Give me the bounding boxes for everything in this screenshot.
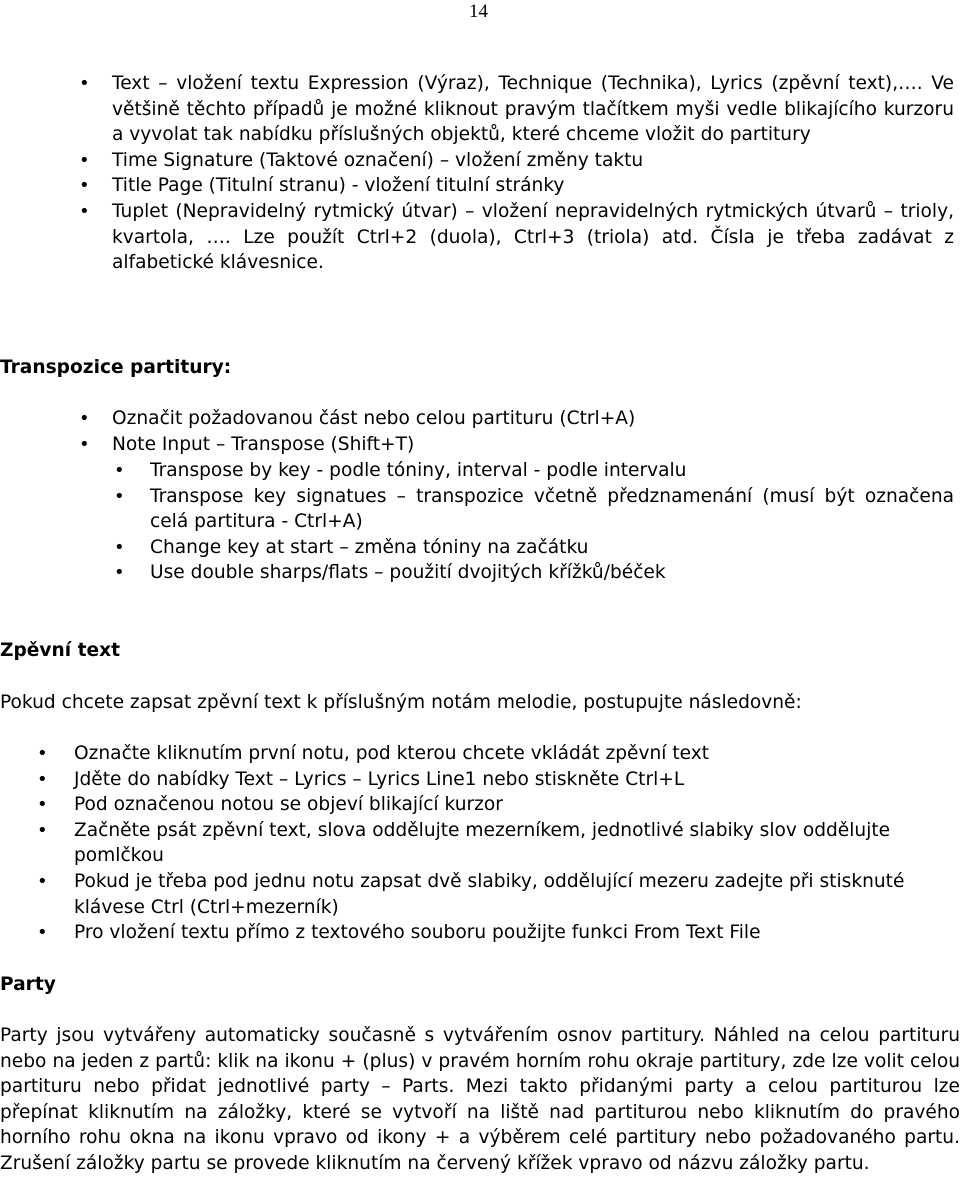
lyrics-intro: Pokud chcete zapsat zpěvní text k příslušným notám melodie, postupujte následovně: bbox=[0, 692, 802, 713]
heading-transpose: Transpozice partitury: bbox=[0, 357, 232, 378]
list-item-two-syllables: • Pokud je třeba pod jednu notu zapsat dvě slabiky, oddělující mezeru zadejte při stisknuté klávese Ctrl (Ctrl+mezerník) bbox=[0, 869, 960, 920]
list-item-cursor-appears: • Pod označenou notou se objeví blikající kurzor bbox=[0, 792, 960, 818]
list-item-tuplet: • Tuplet (Nepravidelný rytmický útvar) – vložení nepravidelných rytmických útvarů – trioly, kvartola, …. Lze použít Ctrl+2 (duola), Ctrl+3 (triola) atd. Čísla je třeba zadávat z alfabetické klávesnice. bbox=[0, 199, 960, 276]
list-item-title-page: • Title Page (Titulní stranu) - vložení titulní stránky bbox=[0, 173, 960, 199]
sublist-item-transpose-key-signatures: • Transpose key signatues – transpozice včetně předznamenání (musí být označena celá partitura - Ctrl+A) bbox=[0, 484, 960, 535]
transpose-sublist bbox=[0, 458, 960, 586]
list-item-text-insert: • Text – vložení textu Expression (Výraz), Technique (Technika), Lyrics (zpěvní text),…. Ve většině těchto případů je možné kliknout pravým tlačítkem myši vedle blikajícího kurzoru a vyvolat tak nabídku příslušných objektů, které chceme vložit do partitury bbox=[0, 71, 960, 148]
heading-parts: Party bbox=[0, 974, 56, 995]
sublist-item-change-key: • Change key at start – změna tóniny na začátku bbox=[0, 535, 960, 561]
list-item-from-text-file: • Pro vložení textu přímo z textového souboru použijte funkci From Text File bbox=[0, 920, 960, 946]
transpose-list bbox=[0, 406, 960, 457]
parts-paragraph: Party jsou vytvářeny automaticky současně s vytvářením osnov partitury. Náhled na celou partituru nebo na jeden z partů: klik na ikonu + (plus) v pravém horním rohu okraje partitury, zde lze volit celou partituru nebo přidat jednotlivé party – Parts. Mezi takto přidanými party a celou partiturou lze přepínat kliknutím na záložky, které se vytvoří na liště nad partiturou nebo kliknutím do pravého horního rohu okna na ikonu vpravo od ikony + a výběrem celé partitury nebo požadovaného partu. Zrušení záložky partu se provede kliknutím na červený křížek vpravo od názvu záložky partu. bbox=[0, 1025, 960, 1174]
list-item-lyrics-menu: • Jděte do nabídky Text – Lyrics – Lyrics Line1 nebo stiskněte Ctrl+L bbox=[0, 767, 960, 793]
lyrics-list bbox=[0, 741, 960, 946]
list-item-time-signature: • Time Signature (Taktové označení) – vložení změny taktu bbox=[0, 148, 960, 174]
list-item-select-score: • Označit požadovanou část nebo celou partituru (Ctrl+A) bbox=[0, 406, 960, 432]
list-item-transpose-menu: • Note Input – Transpose (Shift+T) bbox=[0, 432, 960, 458]
sublist-item-double-sharps: • Use double sharps/flats – použití dvojitých křížků/béček bbox=[0, 560, 960, 586]
page-number: 14 bbox=[469, 1, 488, 22]
list-item-select-first-note: • Označte kliknutím první notu, pod kterou chcete vkládát zpěvní text bbox=[0, 741, 960, 767]
sublist-item-transpose-by-key: • Transpose by key - podle tóniny, interval - podle intervalu bbox=[0, 458, 960, 484]
heading-lyrics: Zpěvní text bbox=[0, 640, 120, 661]
list-item-type-lyrics: • Začněte psát zpěvní text, slova oddělujte mezerníkem, jednotlivé slabiky slov oddělujte pomlčkou bbox=[0, 818, 960, 869]
top-bullet-list bbox=[0, 71, 960, 276]
